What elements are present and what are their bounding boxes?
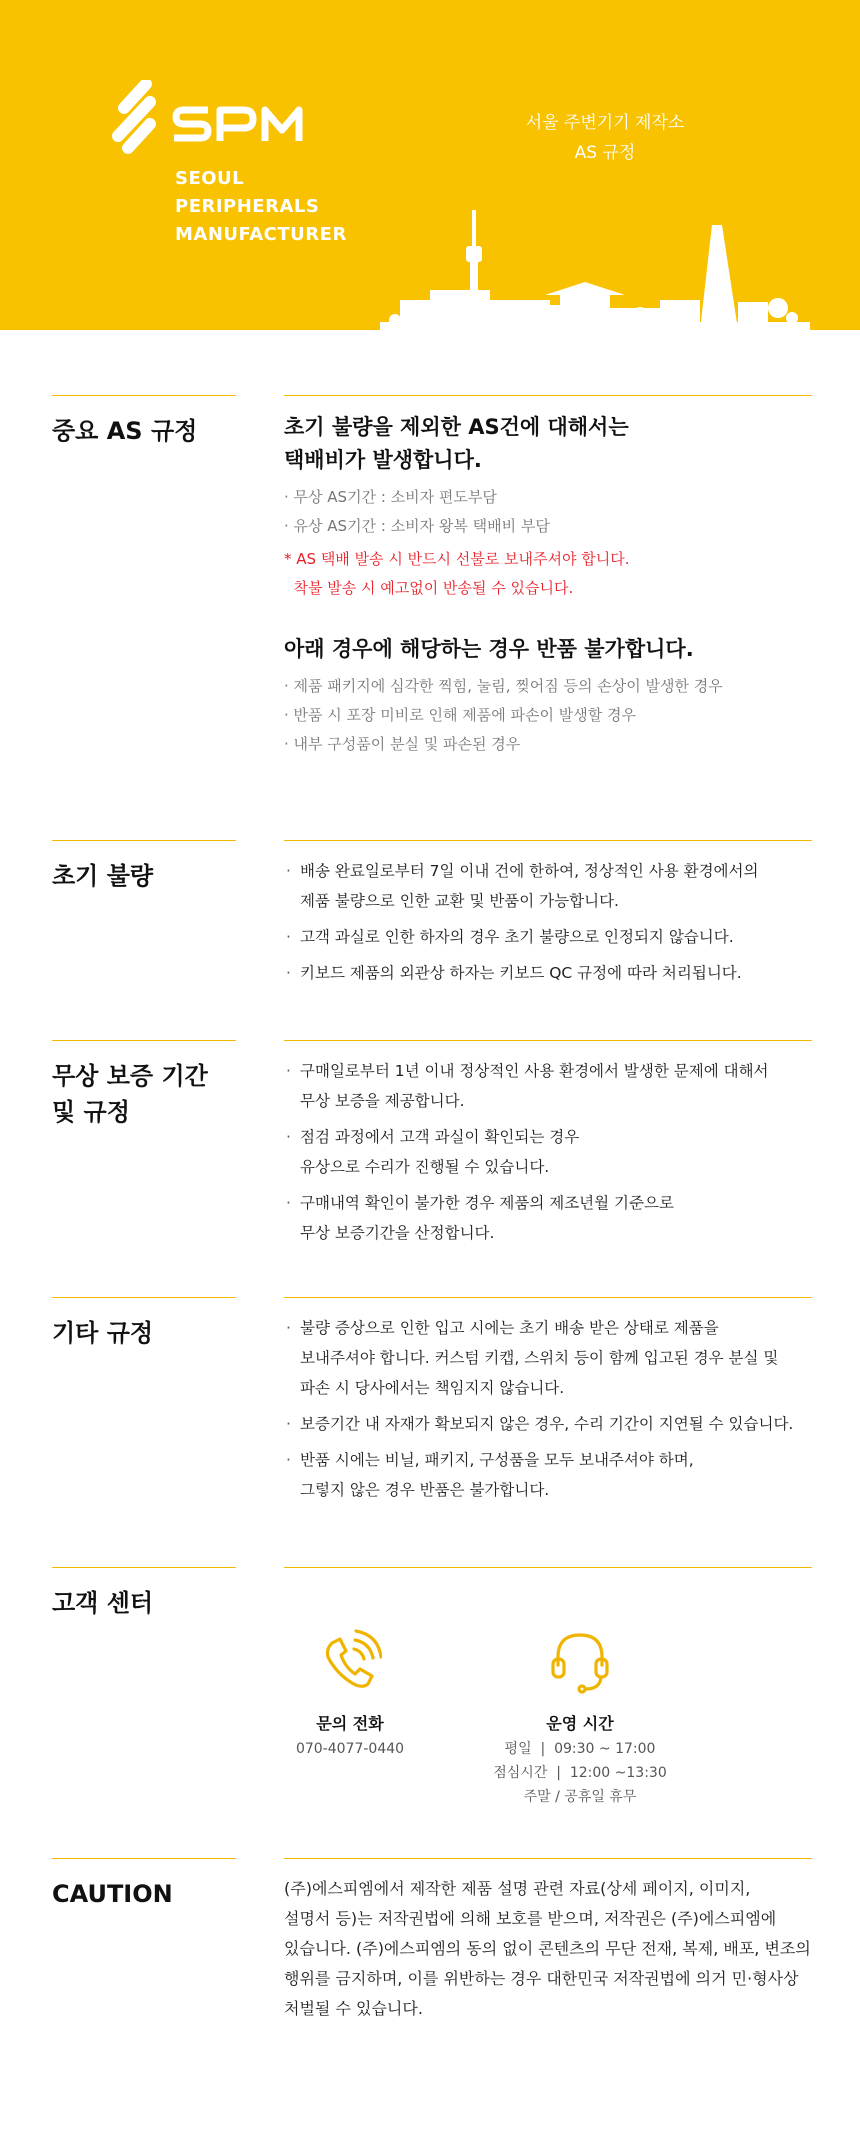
list-item-line: · 배송 완료일로부터 7일 이내 건에 한하여, 정상적인 사용 환경에서의 [284, 856, 812, 886]
divider [52, 1858, 236, 1859]
section-title-line: 무상 보증 기간 [52, 1062, 208, 1090]
phone-contact [250, 1627, 450, 1761]
list-item [284, 958, 812, 988]
list-item-line: 제품 불량으로 인한 교환 및 반품이 가능합니다. [300, 892, 619, 910]
section-caution [0, 1858, 860, 2098]
section-title: 중요 AS 규정 [52, 417, 198, 445]
list-item-line: · 고객 과실로 인한 하자의 경우 초기 불량으로 인정되지 않습니다. [284, 922, 812, 952]
list-item-line: · 불량 증상으로 인한 입고 시에는 초기 배송 받은 상태로 제품을 [284, 1313, 812, 1343]
list-item-line: 무상 보증기간을 산정합니다. [300, 1224, 495, 1242]
list-item-line: 보내주셔야 합니다. 커스텀 키캡, 스위치 등이 함께 입고된 경우 분실 및 [300, 1349, 779, 1367]
section-body [284, 1056, 812, 1254]
section-other-rules [0, 1297, 860, 1537]
list-item-line: · 구매내역 확인이 불가한 경우 제품의 제조년월 기준으로 [284, 1188, 812, 1218]
section-title: 고객 센터 [52, 1589, 154, 1617]
divider [284, 840, 812, 841]
list-item-line: · 키보드 제품의 외관상 하자는 키보드 QC 규정에 따라 처리됩니다. [284, 958, 812, 988]
phone-label: 문의 전화 [316, 1714, 384, 1733]
section-title: 초기 불량 [52, 862, 154, 890]
list-item-line: · 보증기간 내 자재가 확보되지 않은 경우, 수리 기간이 지연될 수 있습니다. [284, 1409, 812, 1439]
list-item-line: · 반품 시에는 비닐, 패키지, 구성품을 모두 보내주셔야 하며, [284, 1445, 812, 1475]
note-item: · 반품 시 포장 미비로 인해 제품에 파손이 발생할 경우 [284, 706, 636, 724]
note-item: · 무상 AS기간 : 소비자 편도부담 [284, 488, 497, 506]
section-warranty [0, 1040, 860, 1280]
divider [52, 395, 236, 396]
list-item-line: 파손 시 당사에서는 책임지지 않습니다. [300, 1379, 565, 1397]
divider [284, 1040, 812, 1041]
section-customer-center [0, 1567, 860, 1837]
list-item-line: 유상으로 수리가 진행될 수 있습니다. [300, 1158, 550, 1176]
section-heading: 초기 불량을 제외한 AS건에 대해서는 [284, 415, 629, 439]
section-title-line: 및 규정 [52, 1098, 130, 1126]
list-item [284, 922, 812, 952]
header-title-line: 서울 주변기기 제작소 [525, 113, 685, 133]
divider [284, 395, 812, 396]
section-body [284, 856, 812, 994]
tagline-line: SEOUL [175, 168, 245, 189]
divider [284, 1858, 812, 1859]
divider [52, 1040, 236, 1041]
caution-line: 처벌될 수 있습니다. [284, 1999, 423, 2018]
section-heading: 택배비가 발생합니다. [284, 448, 482, 472]
phone-icon [318, 1627, 382, 1697]
list-item [284, 1445, 812, 1505]
caution-line: 설명서 등)는 저작권법에 의해 보호를 받으며, 저작권은 (주)에스피엠에 [284, 1909, 777, 1928]
divider [52, 840, 236, 841]
note-item: · 내부 구성품이 분실 및 파손된 경우 [284, 735, 521, 753]
section-important-as [0, 395, 860, 795]
headset-icon [548, 1627, 612, 1697]
section-title: CAUTION [52, 1880, 173, 1908]
list-item [284, 1122, 812, 1182]
section-initial-defect [0, 840, 860, 1040]
note-item: · 제품 패키지에 심각한 찍힘, 눌림, 찢어짐 등의 손상이 발생한 경우 [284, 677, 723, 695]
list-item [284, 1409, 812, 1439]
header-banner [0, 0, 860, 330]
section-body [284, 1313, 812, 1511]
divider [284, 1567, 812, 1568]
warning-text: * AS 택배 발송 시 반드시 선불로 보내주셔야 합니다. [284, 550, 630, 568]
list-item [284, 1313, 812, 1403]
list-item [284, 856, 812, 916]
operating-hours [480, 1627, 680, 1809]
hours-label: 운영 시간 [546, 1714, 614, 1733]
caution-line: (주)에스피엠에서 제작한 제품 설명 관련 자료(상세 페이지, 이미지, [284, 1879, 751, 1898]
seoul-skyline-illustration [0, 190, 860, 330]
tagline-line: MANUFACTURER [175, 224, 347, 245]
note-item: · 유상 AS기간 : 소비자 왕복 택배비 부담 [284, 517, 550, 535]
caution-line: 있습니다. (주)에스피엠의 동의 없이 콘텐츠의 무단 전재, 복제, 배포, 변조의 [284, 1939, 811, 1958]
warning-text: 착불 발송 시 예고없이 반송될 수 있습니다. [284, 579, 574, 597]
section-title: 기타 규정 [52, 1319, 154, 1347]
header-title [480, 108, 730, 168]
list-item [284, 1188, 812, 1248]
caution-text [284, 1874, 812, 2024]
spm-logo [110, 80, 340, 155]
hours-line: 주말 / 공휴일 휴무 [523, 1789, 637, 1805]
section-heading: 아래 경우에 해당하는 경우 반품 불가합니다. [284, 637, 694, 661]
list-item-line: 그렇지 않은 경우 반품은 불가합니다. [300, 1481, 550, 1499]
header-title-line: AS 규정 [574, 143, 636, 163]
section-body [284, 411, 812, 759]
divider [284, 1297, 812, 1298]
section-title [52, 1058, 208, 1130]
phone-number[interactable]: 070-4077-0440 [295, 1741, 405, 1757]
list-item-line: · 점검 과정에서 고객 과실이 확인되는 경우 [284, 1122, 812, 1152]
list-item-line: · 구매일로부터 1년 이내 정상적인 사용 환경에서 발생한 문제에 대해서 [284, 1056, 812, 1086]
tagline-line: PERIPHERALS [175, 196, 320, 217]
hours-line: 점심시간 | 12:00 ~13:30 [493, 1765, 667, 1781]
hours-line: 평일 | 09:30 ~ 17:00 [504, 1741, 656, 1757]
list-item [284, 1056, 812, 1116]
divider [52, 1297, 236, 1298]
divider [52, 1567, 236, 1568]
list-item-line: 무상 보증을 제공합니다. [300, 1092, 465, 1110]
caution-line: 행위를 금지하며, 이를 위반하는 경우 대한민국 저작권법에 의거 민·형사상 [284, 1969, 799, 1988]
